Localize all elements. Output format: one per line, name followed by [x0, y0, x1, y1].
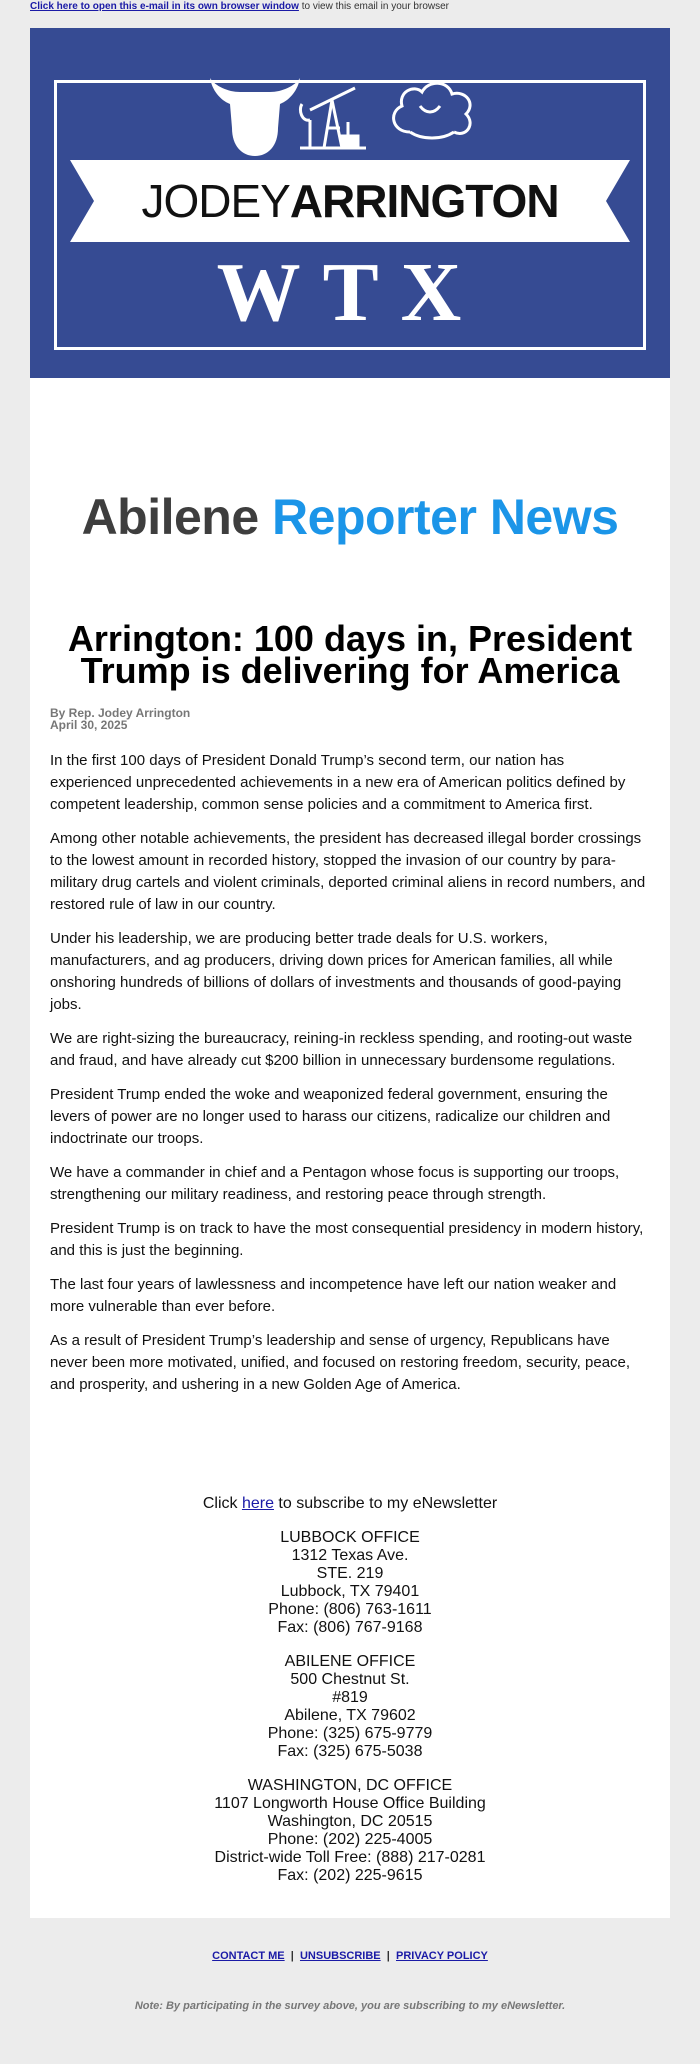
office-address-line: 500 Chestnut St.: [290, 1671, 410, 1688]
newspaper-masthead: [50, 488, 650, 546]
privacy-policy-link[interactable]: PRIVACY POLICY: [395, 1950, 488, 1962]
contact-footer: [50, 1495, 650, 1885]
article-paragraph: In the first 100 days of President Donald Trump’s second term, our nation has experienced unprecedented achievements in a new era of American politics defined by competent leadership, common sense policies and a commitment to America first.: [50, 752, 626, 813]
header-banner: [30, 28, 670, 378]
unsubscribe-link[interactable]: UNSUBSCRIBE: [299, 1950, 381, 1962]
office-abilene: [50, 1653, 650, 1761]
link-separator: |: [290, 1950, 294, 1962]
browser-view-suffix: to view this email in your browser: [298, 1, 449, 12]
article-paragraph: The last four years of lawlessness and incompetence have left our nation weaker and more vulnerable than ever before.: [50, 1276, 617, 1315]
article-paragraph: We are right-sizing the bureaucracy, reining-in reckless spending, and rooting-out waste and fraud, and have already cut $200 billion in unnecessary burdensome regulations.: [50, 1030, 633, 1069]
article-paragraph: President Trump ended the woke and weaponized federal government, ensuring the levers of power are no longer used to harass our citizens, radicalize our children and indoctrinate our troops.: [50, 1086, 611, 1147]
masthead-part2: Reporter News: [272, 489, 619, 545]
footer-links: [0, 1950, 700, 1962]
subscribe-suffix: to subscribe to my eNewsletter: [273, 1495, 498, 1512]
contact-me-link[interactable]: CONTACT ME: [212, 1950, 285, 1962]
article-headline: Arrington: 100 days in, President Trump is delivering for America: [67, 618, 633, 691]
office-phone: Phone: (806) 763-1611: [268, 1601, 432, 1618]
open-in-browser-link[interactable]: Click here to open this e-mail in its own browser window: [30, 1, 299, 12]
office-address-line: 1312 Texas Ave.: [291, 1547, 409, 1564]
office-title: LUBBOCK OFFICE: [280, 1529, 420, 1546]
article-date: April 30, 2025: [50, 718, 128, 732]
subscribe-prefix: Click: [202, 1495, 242, 1512]
office-fax: Fax: (325) 675-5038: [277, 1743, 423, 1760]
masthead-part1: Abilene: [81, 489, 273, 545]
office-address-line: STE. 219: [316, 1565, 384, 1582]
office-title: WASHINGTON, DC OFFICE: [247, 1777, 453, 1794]
link-separator: |: [386, 1950, 390, 1962]
office-address-line: #819: [332, 1689, 368, 1706]
office-address-line: 1107 Longworth House Office Building: [214, 1795, 486, 1812]
email-card: [30, 28, 670, 1918]
office-washington: [50, 1777, 650, 1885]
article-paragraph: We have a commander in chief and a Pentagon whose focus is supporting our troops, strengthening our military readiness, and restoring peace through strength.: [50, 1164, 620, 1203]
article-body: [50, 750, 650, 1408]
office-phone: Phone: (325) 675-9779: [267, 1725, 433, 1742]
subscribe-line: [50, 1495, 650, 1513]
article-author: By Rep. Jodey Arrington: [50, 706, 191, 720]
office-phone: Phone: (202) 225-4005: [267, 1831, 433, 1848]
browser-view-bar: [0, 0, 700, 28]
article-paragraph: President Trump is on track to have the most consequential presidency in modern history, and this is just the beginning.: [50, 1220, 644, 1259]
office-tollfree: District-wide Toll Free: (888) 217-0281: [214, 1849, 486, 1866]
subscribe-link[interactable]: here: [241, 1495, 274, 1512]
article-paragraph: Among other notable achievements, the president has decreased illegal border crossings to the lowest amount in recorded history, stopped the invasion of our country by para-military drug cartels and violent criminals, deported criminal aliens in record numbers, and restored rule of law in our country.: [50, 830, 646, 913]
office-fax: Fax: (806) 767-9168: [277, 1619, 423, 1636]
article-paragraph: Under his leadership, we are producing better trade deals for U.S. workers, manufacturers, and ag producers, driving down prices for American families, all while onshoring hundreds of billions of dollars of investments and thousands of good-paying jobs.: [50, 930, 622, 1013]
article-paragraph: As a result of President Trump’s leadership and sense of urgency, Republicans have never been more motivated, unified, and focused on restoring freedom, security, peace, and prosperity, and ushering in a new Golden Age of America.: [50, 1332, 631, 1393]
name-ribbon: [70, 160, 630, 242]
banner-region: WTX: [216, 246, 484, 339]
footer-note: Note: By participating in the survey above, you are subscribing to my eNewsletter.: [134, 2000, 566, 2012]
banner-name-first: JODEY: [141, 175, 290, 227]
office-title: ABILENE OFFICE: [284, 1653, 416, 1670]
banner-name-last: ARRINGTON: [289, 175, 559, 227]
office-address-line: Abilene, TX 79602: [284, 1707, 416, 1724]
article-byline: [50, 707, 650, 731]
office-lubbock: [50, 1529, 650, 1637]
office-fax: Fax: (202) 225-9615: [277, 1867, 423, 1884]
office-address-line: Washington, DC 20515: [267, 1813, 433, 1830]
banner-name: [70, 160, 630, 242]
office-address-line: Lubbock, TX 79401: [280, 1583, 420, 1600]
